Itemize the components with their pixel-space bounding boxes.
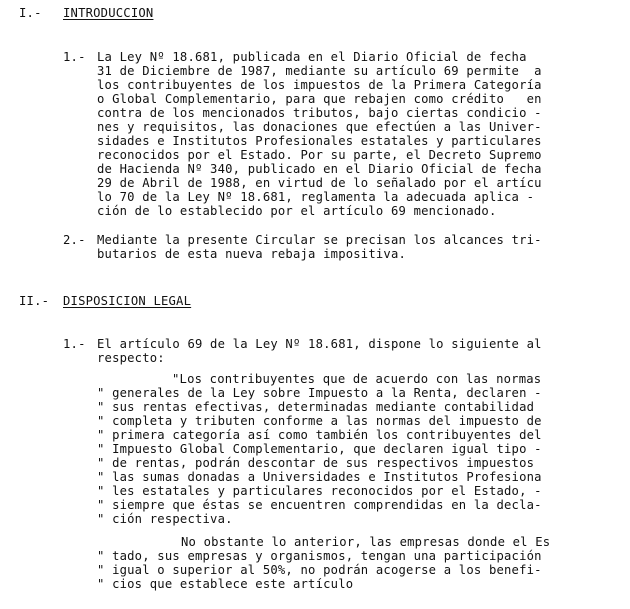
paragraph-line: El artículo 69 de la Ley Nº 18.681, dispone lo siguiente al	[97, 337, 542, 351]
paragraph-line: reconocidos por el Estado. Por su parte, el Decreto Supremo	[97, 148, 542, 162]
paragraph-line: butarios de esta nueva rebaja impositiva.	[97, 247, 407, 261]
paragraph-line: nes y requisitos, las donaciones que efectúen a las Univer-	[97, 120, 542, 134]
item-2-1-number: 1.-	[63, 337, 86, 351]
quote-line: " generales de la Ley sobre Impuesto a la Renta, declaren -	[97, 386, 542, 400]
paragraph-line: 31 de Diciembre de 1987, mediante su artículo 69 permite a	[97, 64, 542, 78]
paragraph-line: de Hacienda Nº 340, publicado en el Diario Oficial de fecha	[97, 162, 542, 176]
paragraph-line: lo 70 de la Ley Nº 18.681, reglamenta la adecuada aplica -	[97, 190, 535, 204]
quote-line: " les estatales y particulares reconocidos por el Estado, -	[97, 484, 542, 498]
paragraph-line: ción de lo establecido por el artículo 69 mencionado.	[97, 204, 497, 218]
paragraph-line: 29 de Abril de 1988, en virtud de lo señalado por el artícu	[97, 176, 542, 190]
paragraph-line: Mediante la presente Circular se precisan los alcances tri-	[97, 233, 542, 247]
paragraph-line: sidades e Institutos Profesionales estatales y particulares	[97, 134, 542, 148]
quote-line: " cios que establece este artículo	[97, 577, 354, 591]
paragraph-line: o Global Complementario, para que rebajen como crédito en	[97, 92, 542, 106]
quote-line: " primera categoría así como también los contribuyentes del	[97, 428, 542, 442]
quote-line: " igual o superior al 50%, no podrán acogerse a los benefi-	[97, 563, 542, 577]
item-1-1-number: 1.-	[63, 50, 86, 64]
section-1-title: INTRODUCCION	[63, 6, 154, 20]
paragraph-line: La Ley Nº 18.681, publicada en el Diario Oficial de fecha	[97, 50, 527, 64]
section-2-title: DISPOSICION LEGAL	[63, 294, 192, 308]
item-1-2-number: 2.-	[63, 233, 86, 247]
section-1-number: I.-	[19, 6, 42, 20]
quote-line: "Los contribuyentes que de acuerdo con las normas	[172, 372, 542, 386]
paragraph-line: los contribuyentes de los impuestos de la Primera Categoría	[97, 78, 542, 92]
quote-line: No obstante lo anterior, las empresas donde el Es	[181, 535, 551, 549]
quote-line: " de rentas, podrán descontar de sus respectivos impuestos	[97, 456, 535, 470]
quote-line: " Impuesto Global Complementario, que declaren igual tipo -	[97, 442, 542, 456]
section-2-number: II.-	[19, 294, 50, 308]
quote-line: " las sumas donadas a Universidades e Institutos Profesiona	[97, 470, 542, 484]
quote-line: " tado, sus empresas y organismos, tengan una participación	[97, 549, 542, 563]
quote-line: " ción respectiva.	[97, 512, 233, 526]
quote-line: " sus rentas efectivas, determinadas mediante contabilidad	[97, 400, 535, 414]
paragraph-line: respecto:	[97, 351, 165, 365]
quote-line: " siempre que éstas se encuentren comprendidas en la decla-	[97, 498, 542, 512]
paragraph-line: contra de los mencionados tributos, bajo ciertas condicio -	[97, 106, 542, 120]
quote-line: " completa y tributen conforme a las normas del impuesto de	[97, 414, 542, 428]
